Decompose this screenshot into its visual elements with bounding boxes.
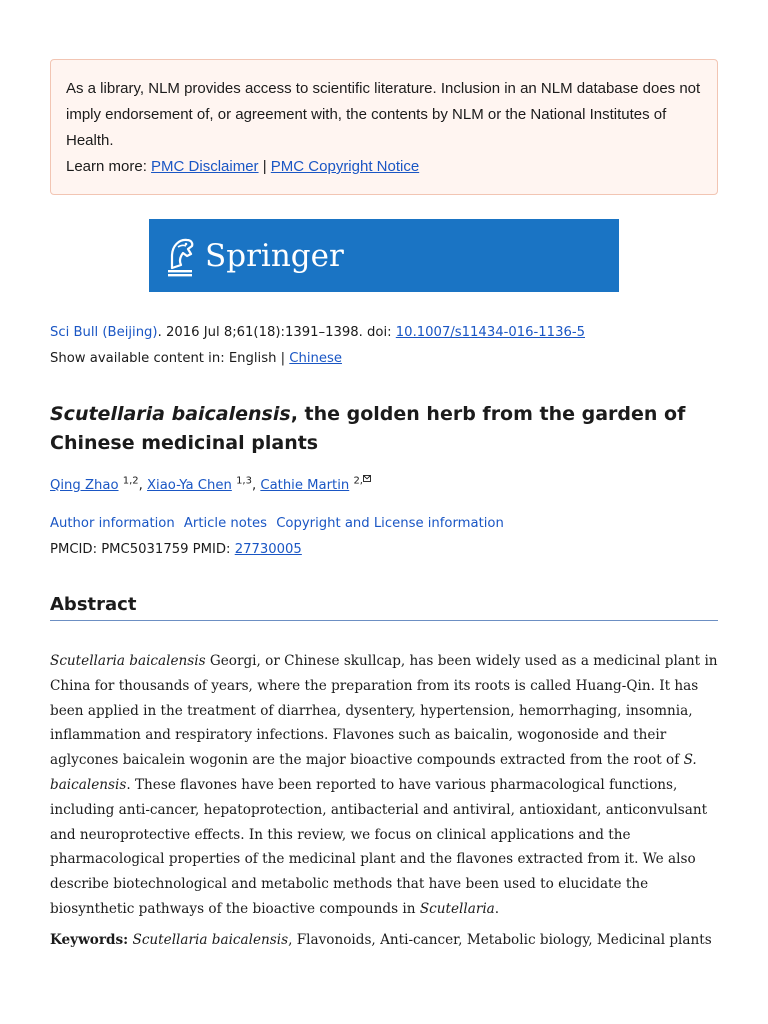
title-rest: , the golden herb from the garden of Chinese medicinal plants: [50, 403, 686, 454]
author-affiliation: 2,: [353, 475, 363, 487]
springer-logo-text: Springer: [205, 237, 344, 274]
link-separator: |: [258, 158, 271, 175]
article-title: [50, 400, 718, 458]
title-species: Scutellaria baicalensis: [50, 403, 291, 425]
article-ids: [50, 542, 302, 557]
author-list: Qing Zhao $^{1,2}$, Xiao-Ya Chen $^{1,3}$, Cathie Martin $^{2,}$: [50, 475, 371, 493]
pmcid-label: PMCID: PMC5031759 PMID:: [50, 542, 235, 557]
keywords-label: Keywords:: [50, 932, 129, 948]
article-info-links: [50, 516, 509, 531]
notice-learn-more: [66, 154, 702, 180]
author-information-toggle[interactable]: Author information: [50, 516, 175, 531]
nlm-disclaimer-notice: [50, 59, 718, 195]
author-link[interactable]: Cathie Martin: [260, 478, 350, 493]
journal-link[interactable]: Sci Bull (Beijing): [50, 325, 158, 340]
citation-details: . 2016 Jul 8;61(18):1391–1398. doi:: [157, 325, 396, 340]
copyright-license-toggle[interactable]: Copyright and License information: [276, 516, 504, 531]
article-notes-toggle[interactable]: Article notes: [183, 516, 267, 531]
keywords-line: [50, 928, 722, 952]
pmid-link[interactable]: 27730005: [234, 542, 302, 557]
keyword-species: Scutellaria baicalensis: [132, 932, 289, 948]
author-link[interactable]: Xiao-Ya Chen: [147, 478, 232, 493]
abstract-species: Scutellaria baicalensis: [50, 653, 206, 669]
abstract-text-end: .: [494, 900, 500, 917]
author-affiliation: 1,2: [122, 475, 139, 487]
abstract-text-part1: Georgi, or Chinese skullcap, has been widely used as a medicinal plant in China for thousands of years, where the preparation from its roots is called Huang-Qin. It has been applied in the treatment of diarrhea, dysentery, hypertension, hemorrhaging, insomnia, inflammation and respiratory infections. Flavones such as baicalin, wogonoside and their aglycones baicalein wogonin are the major bioactive compounds extracted from the root of: [50, 653, 718, 769]
learn-more-label: Learn more:: [66, 158, 152, 175]
abstract-paragraph: [50, 649, 722, 922]
abstract-genus: Scutellaria: [419, 900, 495, 917]
language-label: Show available content in: English |: [50, 351, 290, 366]
keywords-rest: , Flavonoids, Anti-cancer, Metabolic biology, Medicinal plants: [288, 932, 712, 948]
publisher-banner[interactable]: [149, 219, 619, 292]
email-icon[interactable]: [363, 475, 371, 482]
author-link[interactable]: Qing Zhao: [50, 478, 119, 493]
author-affiliation: 1,3: [236, 475, 252, 487]
notice-text: As a library, NLM provides access to scientific literature. Inclusion in an NLM database does not imply endorsement of, or agreement with, the contents by NLM or the National Institutes of Health.: [66, 80, 701, 149]
abstract-text-part2: . These flavones have been reported to have various pharmacological functions, including anti-cancer, hepatoprotection, antibacterial and antiviral, antioxidant, anticonvulsant and neuroprotective effects. In this review, we focus on clinical applications and the pharmacological properties of the medicinal plant and the flavones extracted from it. We also describe biotechnological and metabolic methods that have been used to elucidate the biosynthetic pathways of the bioactive compounds in: [50, 776, 708, 917]
language-selector: [50, 351, 342, 366]
chinese-language-link[interactable]: Chinese: [289, 351, 342, 366]
pmc-disclaimer-link[interactable]: PMC Disclaimer: [151, 158, 259, 175]
springer-horse-logo-icon: [163, 234, 197, 278]
abstract-heading: Abstract: [50, 594, 718, 621]
pmc-copyright-link[interactable]: PMC Copyright Notice: [270, 158, 420, 175]
citation-line: [50, 325, 585, 340]
abstract-species-short: S. baicalensis: [50, 752, 697, 793]
doi-link[interactable]: 10.1007/s11434-016-1136-5: [395, 325, 585, 340]
